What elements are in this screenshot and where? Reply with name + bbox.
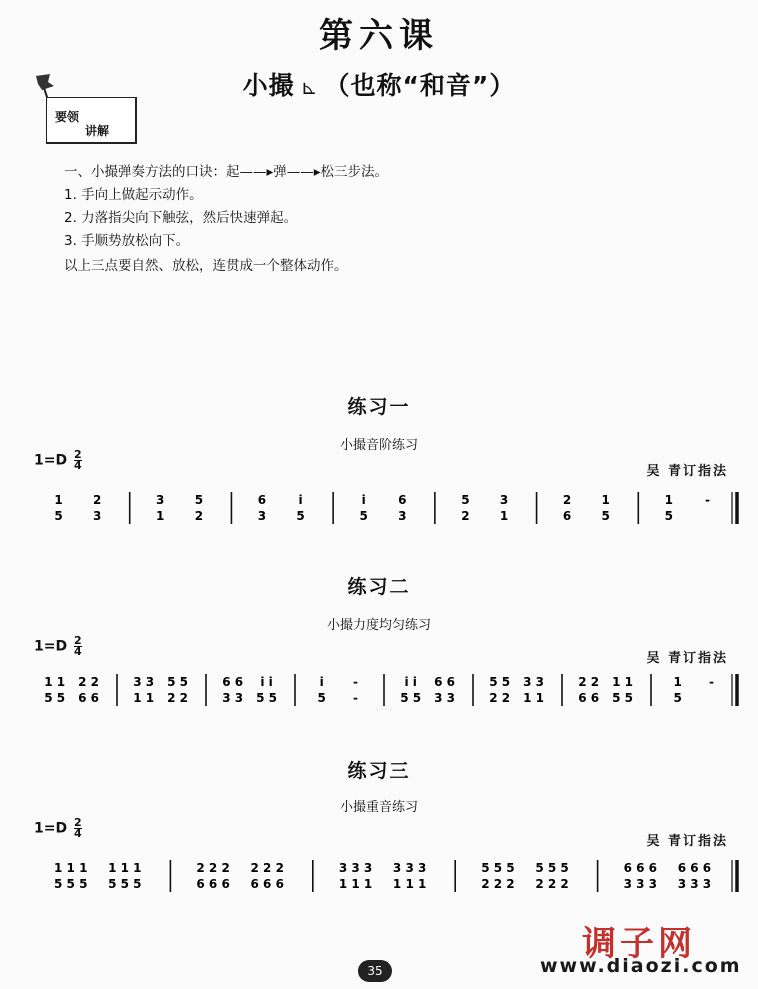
note-lower: 3 3 3 <box>623 877 658 891</box>
key-signature <box>34 450 82 471</box>
note-upper: 2 2 2 <box>250 861 284 875</box>
note-upper: 1 1 1 <box>54 861 88 875</box>
exercise-title: 练习三 <box>347 760 411 782</box>
instruction-line: 以上三点要自然、放松，连贯成一个整体动作。 <box>64 258 348 274</box>
exercise-subtitle: 小撮音阶练习 <box>339 438 418 453</box>
time-signature: $\frac{2}{4}$ <box>73 816 82 840</box>
note-lower: 2 <box>194 509 204 523</box>
note-lower: 3 <box>398 509 407 523</box>
note-lower: 1 <box>499 509 509 523</box>
note-lower: - <box>353 691 359 705</box>
note-upper: 2 2 <box>578 675 600 689</box>
note-lower: 3 3 <box>222 691 244 705</box>
note-upper: 6 <box>257 493 267 507</box>
note-upper: 5 5 5 <box>481 861 515 875</box>
note-upper: 5 <box>194 493 204 507</box>
note-lower: 3 3 <box>434 691 455 705</box>
note-upper: i i <box>260 675 273 689</box>
note-upper: 3 3 3 <box>338 861 373 875</box>
note-lower: 5 5 <box>612 691 633 705</box>
note-lower: 5 5 5 <box>54 877 88 891</box>
note-lower: 5 <box>673 691 682 705</box>
note-upper: - <box>704 493 710 507</box>
note-upper: 3 <box>499 493 509 507</box>
note-lower: 3 3 3 <box>677 877 712 891</box>
score-staff <box>28 656 740 716</box>
note-upper: 1 1 <box>612 675 633 689</box>
note-lower: 5 5 <box>44 691 66 705</box>
page-number: 35 <box>358 960 392 982</box>
note-lower: 5 <box>54 509 63 523</box>
subtitle-main: 小撮 <box>242 71 295 100</box>
exercise-title: 练习一 <box>347 396 411 418</box>
note-lower: 5 <box>359 509 368 523</box>
note-upper: 3 3 3 <box>392 861 427 875</box>
time-signature: $\frac{2}{4}$ <box>73 634 82 658</box>
note-upper: 2 <box>562 493 572 507</box>
note-upper: 1 <box>54 493 63 507</box>
time-signature: $\frac{2}{4}$ <box>73 448 82 472</box>
note-upper: 6 6 <box>434 675 455 689</box>
exercise-subtitle: 小撮力度均匀练习 <box>326 618 431 633</box>
note-upper: 2 2 2 <box>196 861 230 875</box>
note-lower: 2 2 2 <box>535 877 569 891</box>
instruction-line: 3. 手顺势放松向下。 <box>64 233 190 249</box>
note-lower: 5 <box>317 691 326 705</box>
note-upper: 3 3 <box>523 675 544 689</box>
note-lower: 5 5 <box>256 691 277 705</box>
note-lower: 6 <box>562 509 572 523</box>
fingering-credit: 吴 青订指法 <box>646 834 728 849</box>
note-upper: - <box>353 675 359 689</box>
note-upper: 3 <box>156 493 165 507</box>
subtitle-paren: （也称“和音”） <box>324 71 516 100</box>
note-lower: 2 2 <box>489 691 511 705</box>
exercise-title: 练习二 <box>347 576 411 598</box>
note-upper: 5 5 <box>167 675 188 689</box>
note-lower: 5 <box>601 509 610 523</box>
note-upper: 6 6 <box>222 675 244 689</box>
key-label: 1=D <box>34 452 68 469</box>
note-upper: 1 1 1 <box>108 861 142 875</box>
note-lower: 5 5 <box>400 691 422 705</box>
note-upper: i i <box>404 675 417 689</box>
key-signature <box>34 636 82 657</box>
key-label: 1=D <box>34 638 68 655</box>
note-upper: 1 <box>601 493 610 507</box>
note-upper: i <box>361 493 366 507</box>
note-upper: 2 <box>92 493 102 507</box>
note-lower: 1 1 <box>523 691 544 705</box>
note-upper: 1 1 <box>44 675 66 689</box>
note-upper: 6 <box>398 493 407 507</box>
note-lower: 6 6 <box>578 691 600 705</box>
note-lower: 6 6 6 <box>196 877 230 891</box>
instruction-line: 2. 力落指尖向下触弦，然后快速弹起。 <box>64 210 298 226</box>
badge-line1: 要领 <box>55 110 80 124</box>
note-upper: 1 <box>664 493 673 507</box>
note-upper: 2 2 <box>78 675 99 689</box>
note-lower: 3 <box>257 509 267 523</box>
note-upper: 5 5 5 <box>535 861 569 875</box>
xiaocuo-symbol-icon: ⊾ <box>300 75 319 99</box>
lesson-title: 第六课 <box>319 16 439 56</box>
badge-line2: 讲解 <box>85 124 110 138</box>
instruction-line: 一、小撮弹奏方法的口诀：起——▸弹——▸松三步法。 <box>64 164 389 180</box>
note-upper: i <box>319 675 324 689</box>
note-lower: 1 1 <box>133 691 155 705</box>
exercise-subtitle: 小撮重音练习 <box>339 800 418 815</box>
note-lower: 1 <box>156 509 165 523</box>
note-lower: 1 1 1 <box>338 877 373 891</box>
key-label: 1=D <box>34 820 68 837</box>
note-upper: 3 3 <box>133 675 155 689</box>
note-lower: 6 6 <box>78 691 99 705</box>
note-upper: 6 6 6 <box>677 861 712 875</box>
watermark-logo-cn: 调子网 <box>582 924 696 964</box>
watermark-logo-en: www.diaozi.com <box>540 955 742 977</box>
score-staff <box>28 842 740 902</box>
note-lower: 6 6 6 <box>250 877 284 891</box>
score-staff <box>28 474 740 534</box>
fingering-credit: 吴 青订指法 <box>646 464 728 479</box>
note-lower: 5 <box>664 509 673 523</box>
note-lower: 5 <box>296 509 305 523</box>
note-lower: 2 <box>461 509 470 523</box>
note-lower: 2 2 2 <box>481 877 515 891</box>
note-lower: 5 5 5 <box>108 877 142 891</box>
key-signature <box>34 818 82 839</box>
note-upper: 1 <box>673 675 682 689</box>
note-upper: 6 6 6 <box>623 861 658 875</box>
key-points-badge <box>46 97 137 144</box>
note-upper: - <box>709 675 715 689</box>
note-upper: 5 <box>461 493 470 507</box>
note-lower: 1 1 1 <box>392 877 427 891</box>
fingering-credit: 吴 青订指法 <box>646 651 728 666</box>
instruction-line: 1. 手向上做起示动作。 <box>64 187 203 203</box>
note-upper: i <box>298 493 303 507</box>
note-lower: 3 <box>92 509 102 523</box>
note-lower: 2 2 <box>167 691 188 705</box>
note-upper: 5 5 <box>489 675 511 689</box>
